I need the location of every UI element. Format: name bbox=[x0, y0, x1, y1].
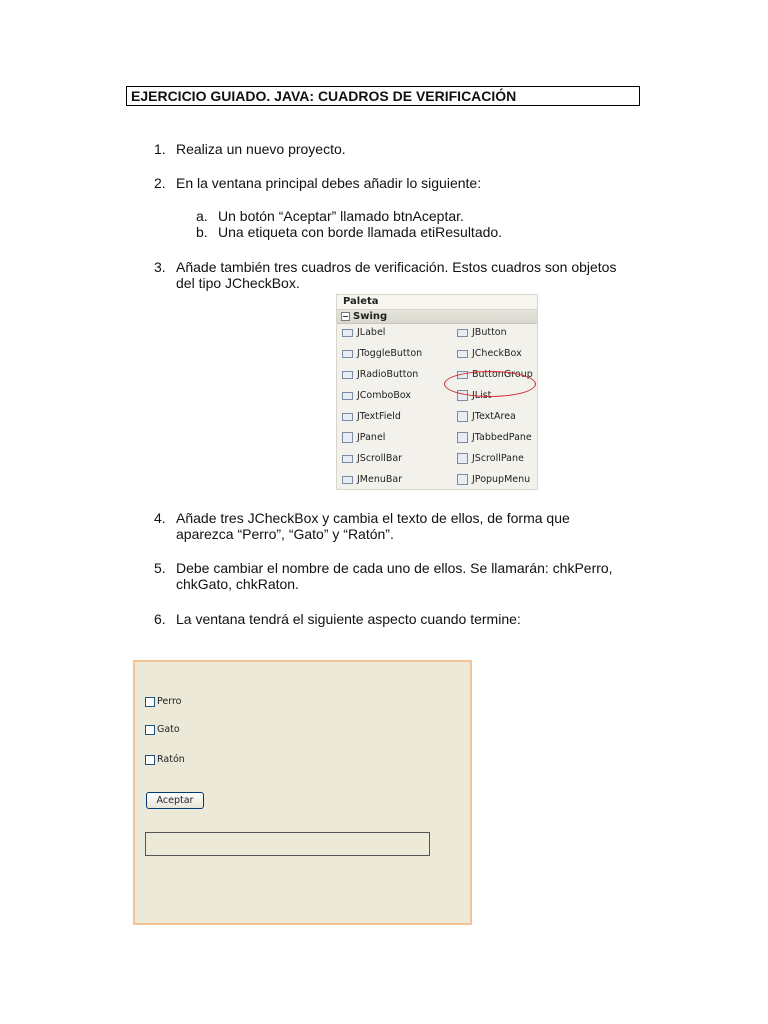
label-icon bbox=[342, 329, 353, 337]
step-text-line-1: Debe cambiar el nombre de cada uno de ellos. Se llamarán: chkPerro, bbox=[176, 560, 613, 576]
palette-item-jmenubar bbox=[342, 473, 402, 487]
step-text-line-1: Añade también tres cuadros de verificación. Estos cuadros son objetos bbox=[176, 259, 617, 275]
checkbox-gato[interactable] bbox=[145, 724, 180, 736]
step-text-line-2: aparezca “Perro”, “Gato” y “Ratón”. bbox=[176, 526, 394, 542]
radio-button-icon bbox=[342, 371, 353, 379]
sub-item-a bbox=[196, 208, 464, 224]
jcheckbox-highlight-ellipse bbox=[444, 371, 536, 397]
checkbox-label: Perro bbox=[157, 696, 182, 707]
palette-item-jtextfield bbox=[342, 410, 401, 424]
step-text-line-1: Añade tres JCheckBox y cambia el texto de ellos, de forma que bbox=[176, 510, 570, 526]
item-label: JRadioButton bbox=[357, 369, 419, 380]
step-text: En la ventana principal debes añadir lo siguiente: bbox=[176, 175, 482, 191]
button-icon bbox=[457, 329, 468, 337]
step-text-line-2: chkGato, chkRaton. bbox=[176, 576, 299, 592]
step-1 bbox=[154, 141, 654, 157]
item-label: JLabel bbox=[357, 327, 386, 338]
sub-text: Un botón “Aceptar” llamado btnAceptar. bbox=[218, 208, 464, 224]
palette-item-jtextarea bbox=[457, 410, 516, 424]
checkbox-label: Ratón bbox=[157, 754, 185, 765]
checkbox-icon bbox=[457, 350, 468, 358]
item-label: JPanel bbox=[357, 432, 386, 443]
tabbed-pane-icon bbox=[457, 432, 468, 443]
step-text: La ventana tendrá el siguiente aspecto cuando termine: bbox=[176, 611, 521, 627]
item-label: JScrollBar bbox=[357, 453, 403, 464]
item-label: JScrollPane bbox=[472, 453, 524, 464]
item-label: ButtonGroup bbox=[472, 369, 533, 380]
step-3 bbox=[154, 259, 674, 291]
palette-item-jtogglebutton bbox=[342, 347, 422, 361]
item-label: JMenuBar bbox=[357, 474, 403, 485]
item-label: JComboBox bbox=[357, 390, 412, 401]
palette-item-jscrollbar bbox=[342, 452, 402, 466]
popup-menu-icon bbox=[457, 474, 468, 485]
sub-text: Una etiqueta con borde llamada etiResultado. bbox=[218, 224, 503, 240]
checkbox-raton[interactable] bbox=[145, 754, 185, 766]
palette-category-swing bbox=[337, 310, 537, 324]
step-number: 4. bbox=[154, 510, 166, 526]
palette-panel bbox=[336, 294, 538, 490]
sub-letter: b. bbox=[196, 224, 208, 240]
collapse-icon: − bbox=[342, 311, 349, 321]
checkbox-icon[interactable] bbox=[145, 725, 155, 735]
palette-header: Paleta bbox=[337, 295, 537, 310]
palette-item-jtabbedpane bbox=[457, 431, 532, 445]
item-label: JToggleButton bbox=[357, 348, 423, 359]
checkbox-icon[interactable] bbox=[145, 755, 155, 765]
scroll-pane-icon bbox=[457, 453, 468, 464]
sample-window bbox=[133, 660, 472, 925]
text-area-icon bbox=[457, 411, 468, 422]
menubar-icon bbox=[342, 476, 353, 484]
palette-item-jcheckbox bbox=[457, 347, 522, 361]
item-label: JTextArea bbox=[472, 411, 516, 422]
palette-item-jradiobutton bbox=[342, 368, 418, 382]
checkbox-icon[interactable] bbox=[145, 697, 155, 707]
category-label: Swing bbox=[353, 311, 388, 322]
palette-item-jcombobox bbox=[342, 389, 411, 403]
step-text-line-2: del tipo JCheckBox. bbox=[176, 275, 300, 291]
panel-icon bbox=[342, 432, 353, 443]
aceptar-button[interactable]: Aceptar bbox=[146, 792, 204, 809]
step-text: Realiza un nuevo proyecto. bbox=[176, 141, 346, 157]
palette-item-jpanel bbox=[342, 431, 385, 445]
sub-letter: a. bbox=[196, 208, 208, 224]
scrollbar-icon bbox=[342, 455, 353, 463]
step-number: 2. bbox=[154, 175, 166, 191]
exercise-title: EJERCICIO GUIADO. JAVA: CUADROS DE VERIFICACIÓN bbox=[126, 86, 640, 106]
item-label: JButton bbox=[472, 327, 507, 338]
checkbox-label: Gato bbox=[157, 724, 180, 735]
step-4 bbox=[154, 510, 674, 542]
combobox-icon bbox=[342, 392, 353, 400]
step-number: 5. bbox=[154, 560, 166, 576]
toggle-button-icon bbox=[342, 350, 353, 358]
palette-item-jbutton bbox=[457, 326, 507, 340]
step-6 bbox=[154, 611, 674, 627]
step-5 bbox=[154, 560, 674, 592]
palette-item-jpopupmenu bbox=[457, 473, 530, 487]
item-label: JTabbedPane bbox=[472, 432, 532, 443]
text-field-icon bbox=[342, 413, 353, 421]
checkbox-perro[interactable] bbox=[145, 696, 181, 708]
sub-item-b bbox=[196, 224, 502, 240]
item-label: JList bbox=[472, 390, 492, 401]
palette-item-jscrollpane bbox=[457, 452, 524, 466]
step-number: 1. bbox=[154, 141, 166, 157]
step-number: 6. bbox=[154, 611, 166, 627]
item-label: JCheckBox bbox=[472, 348, 522, 359]
step-2 bbox=[154, 175, 654, 191]
palette-item-jlabel bbox=[342, 326, 385, 340]
item-label: JPopupMenu bbox=[472, 474, 531, 485]
item-label: JTextField bbox=[357, 411, 401, 422]
step-number: 3. bbox=[154, 259, 166, 275]
result-label bbox=[145, 832, 430, 856]
